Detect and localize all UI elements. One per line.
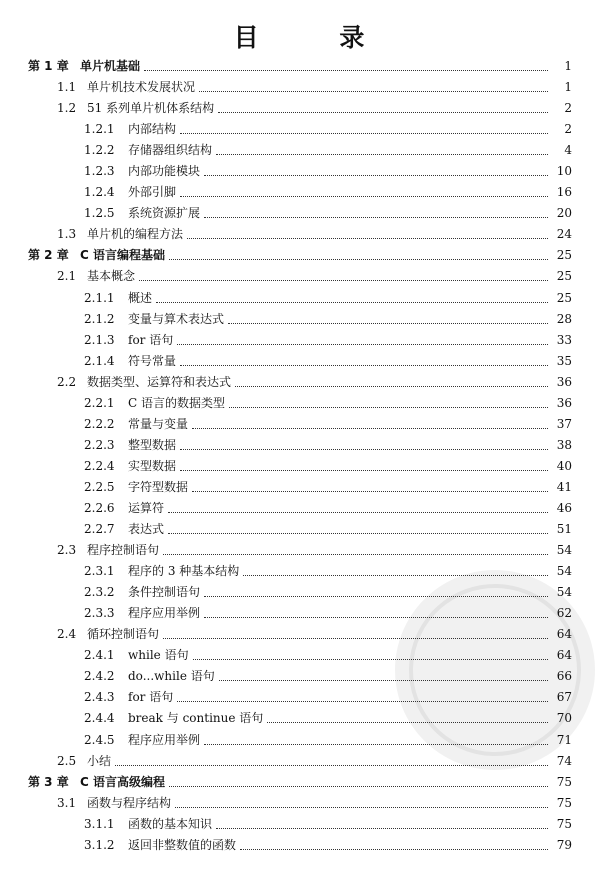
toc-entry <box>0 288 598 309</box>
toc-entry-number: 第 2 章 <box>28 248 69 263</box>
dot-leader <box>187 238 548 239</box>
toc-entry-page: 16 <box>556 185 572 200</box>
toc-entry <box>0 393 598 414</box>
toc-entry-title: 常量与变量 <box>128 416 189 431</box>
toc-entry <box>0 330 598 351</box>
toc-entry-page: 25 <box>556 248 572 263</box>
toc-entry-title: break 与 continue 语句 <box>128 711 264 726</box>
toc-entry <box>0 98 598 119</box>
toc-entry-page: 46 <box>556 500 572 515</box>
toc-entry <box>0 498 598 519</box>
toc-entry-title: 表达式 <box>128 522 165 537</box>
toc-entry-title: 运算符 <box>128 500 165 515</box>
toc-entry <box>0 224 598 245</box>
toc-entry <box>0 477 598 498</box>
toc-entry-page: 10 <box>556 164 572 179</box>
toc-entry <box>0 266 598 287</box>
toc-entry-number: 2.4.4 <box>84 711 115 726</box>
toc-entry-number: 第 1 章 <box>28 59 69 73</box>
toc-entry-title: 基本概念 <box>87 269 136 284</box>
toc-entry-number: 2.2.5 <box>84 479 115 494</box>
toc-entry <box>0 351 598 372</box>
toc-entry-page: 64 <box>556 648 572 663</box>
dot-leader <box>229 407 548 408</box>
toc-entry-number: 1.1 <box>57 80 77 95</box>
toc-entry-title: 单片机基础 <box>80 59 141 73</box>
toc-entry-page: 70 <box>556 711 572 726</box>
toc-entry <box>0 835 598 856</box>
toc-entry-title: 返回非整数值的函数 <box>128 837 237 852</box>
dot-leader <box>180 449 548 450</box>
toc-entry <box>0 645 598 666</box>
toc-entry-title: 内部功能模块 <box>128 164 201 179</box>
dot-leader <box>228 323 548 324</box>
toc-entry-page: 62 <box>556 606 572 621</box>
toc-entry-page: 1 <box>564 80 572 95</box>
dot-leader <box>115 765 548 766</box>
toc-entry-page: 71 <box>556 732 572 747</box>
toc-entry-page: 37 <box>556 416 572 431</box>
toc-entry-number: 2.1.2 <box>84 311 115 326</box>
dot-leader <box>219 680 548 681</box>
toc-entry-title: 符号常量 <box>128 353 177 368</box>
toc-entry <box>0 519 598 540</box>
toc-entry-title: 51 系列单片机体系结构 <box>87 101 215 116</box>
toc-entry-title: 小结 <box>87 753 112 768</box>
dot-leader <box>218 112 548 113</box>
toc-entry-title: do...while 语句 <box>128 669 215 684</box>
toc-entry-number: 2.3.3 <box>84 606 115 621</box>
toc-entry <box>0 793 598 814</box>
toc-entry <box>0 309 598 330</box>
toc-entry <box>0 414 598 435</box>
toc-entry <box>0 456 598 477</box>
dot-leader <box>180 196 548 197</box>
toc-entry-number: 2.1.3 <box>84 332 115 347</box>
dot-leader <box>204 217 548 218</box>
toc-entry <box>0 77 598 98</box>
dot-leader <box>267 722 548 723</box>
toc-entry-title: while 语句 <box>128 648 189 663</box>
toc-entry-page: 41 <box>556 479 572 494</box>
toc-entry-page: 54 <box>556 564 572 579</box>
toc-entry-title: 条件控制语句 <box>128 585 201 600</box>
toc-entry-title: 函数与程序结构 <box>87 795 172 810</box>
dot-leader <box>243 575 548 576</box>
dot-leader <box>144 70 548 71</box>
toc-entry-number: 2.2.3 <box>84 437 115 452</box>
dot-leader <box>163 554 548 555</box>
toc-entry-number: 2.3.1 <box>84 564 115 579</box>
toc-entry <box>0 582 598 603</box>
dot-leader <box>177 701 548 702</box>
toc-entry <box>0 540 598 561</box>
dot-leader <box>192 491 548 492</box>
toc-entry-number: 1.2.1 <box>84 122 115 137</box>
toc-entry-page: 66 <box>556 669 572 684</box>
dot-leader <box>177 344 548 345</box>
toc-entry <box>0 772 598 793</box>
toc-entry-title: 循环控制语句 <box>87 627 160 642</box>
toc-entry-page: 40 <box>556 458 572 473</box>
toc-entry-number: 3.1.1 <box>84 816 115 831</box>
toc-entry-page: 54 <box>556 585 572 600</box>
dot-leader <box>199 91 548 92</box>
toc-entry <box>0 119 598 140</box>
toc-entry-number: 2.2.6 <box>84 500 115 515</box>
dot-leader <box>240 849 548 850</box>
toc-entry <box>0 245 598 266</box>
toc-entry-title: 单片机的编程方法 <box>87 227 184 242</box>
dot-leader <box>163 638 548 639</box>
toc-entry-number: 2.2.2 <box>84 416 115 431</box>
dot-leader <box>168 512 548 513</box>
toc-entry-title: C 语言的数据类型 <box>128 395 225 410</box>
toc-entry <box>0 161 598 182</box>
dot-leader <box>168 533 548 534</box>
dot-leader <box>204 744 548 745</box>
toc-entry-number: 2.4.5 <box>84 732 115 747</box>
toc-entry-number: 3.1 <box>57 795 77 810</box>
toc-entry-page: 75 <box>556 816 572 831</box>
toc-entry-page: 2 <box>564 101 572 116</box>
dot-leader <box>193 659 548 660</box>
toc-entry-title: 内部结构 <box>128 122 177 137</box>
toc-entry-page: 25 <box>556 290 572 305</box>
toc-entry-page: 24 <box>556 227 572 242</box>
table-of-contents <box>0 56 598 856</box>
toc-entry <box>0 687 598 708</box>
dot-leader <box>180 470 548 471</box>
toc-entry-title: 字符型数据 <box>128 479 189 494</box>
toc-entry-page: 28 <box>556 311 572 326</box>
dot-leader <box>180 365 548 366</box>
dot-leader <box>216 154 548 155</box>
toc-entry-title: 程序应用举例 <box>128 606 201 621</box>
page-title: 目 录 <box>233 23 401 52</box>
toc-entry-number: 2.4.1 <box>84 648 115 663</box>
toc-entry-page: 1 <box>564 59 572 73</box>
toc-entry-page: 74 <box>556 753 572 768</box>
dot-leader <box>192 428 548 429</box>
toc-entry <box>0 708 598 729</box>
dot-leader <box>235 386 548 387</box>
dot-leader <box>156 302 548 303</box>
dot-leader <box>175 807 548 808</box>
toc-entry-number: 1.2.2 <box>84 143 115 158</box>
toc-entry-number: 1.2 <box>57 101 77 116</box>
toc-entry-number: 1.2.4 <box>84 185 115 200</box>
toc-entry-number: 2.2.7 <box>84 522 115 537</box>
toc-entry <box>0 814 598 835</box>
toc-entry-page: 20 <box>556 206 572 221</box>
toc-entry-number: 第 3 章 <box>28 774 69 789</box>
toc-entry-title: 函数的基本知识 <box>128 816 213 831</box>
dot-leader <box>180 133 548 134</box>
toc-entry <box>0 666 598 687</box>
toc-entry-title: 程序应用举例 <box>128 732 201 747</box>
toc-entry <box>0 372 598 393</box>
toc-entry-number: 2.3 <box>57 543 77 558</box>
toc-entry-number: 3.1.2 <box>84 837 115 852</box>
toc-entry-title: 系统资源扩展 <box>128 206 201 221</box>
toc-entry <box>0 140 598 161</box>
toc-entry-number: 1.2.3 <box>84 164 115 179</box>
toc-entry-title: 程序的 3 种基本结构 <box>128 564 240 579</box>
toc-entry <box>0 751 598 772</box>
toc-entry-number: 1.3 <box>57 227 77 242</box>
toc-entry-number: 2.4 <box>57 627 77 642</box>
toc-entry-number: 1.2.5 <box>84 206 115 221</box>
dot-leader <box>216 828 548 829</box>
toc-entry-title: 外部引脚 <box>128 185 177 200</box>
toc-entry-title: 变量与算术表达式 <box>128 311 225 326</box>
toc-entry-title: for 语句 <box>128 690 174 705</box>
toc-entry <box>0 730 598 751</box>
toc-entry-number: 2.4.2 <box>84 669 115 684</box>
toc-entry <box>0 435 598 456</box>
toc-entry-number: 2.2.1 <box>84 395 115 410</box>
toc-entry-page: 75 <box>556 795 572 810</box>
toc-entry-page: 54 <box>556 543 572 558</box>
toc-entry-number: 2.5 <box>57 753 77 768</box>
toc-entry-number: 2.2 <box>57 374 77 389</box>
toc-entry-number: 2.2.4 <box>84 458 115 473</box>
toc-entry-page: 4 <box>564 143 572 158</box>
toc-entry-page: 2 <box>564 122 572 137</box>
toc-entry-number: 2.4.3 <box>84 690 115 705</box>
dot-leader <box>204 175 548 176</box>
dot-leader <box>169 259 548 260</box>
toc-entry-title: 程序控制语句 <box>87 543 160 558</box>
toc-entry-title: C 语言编程基础 <box>80 248 165 263</box>
toc-entry-number: 2.1.1 <box>84 290 115 305</box>
dot-leader <box>169 786 548 787</box>
toc-entry-title: for 语句 <box>128 332 174 347</box>
toc-entry-title: 实型数据 <box>128 458 177 473</box>
toc-entry <box>0 624 598 645</box>
toc-entry-number: 2.3.2 <box>84 585 115 600</box>
toc-entry-page: 79 <box>556 837 572 852</box>
dot-leader <box>204 617 548 618</box>
toc-entry-page: 35 <box>556 353 572 368</box>
toc-entry-title: 数据类型、运算符和表达式 <box>87 374 232 389</box>
toc-entry-page: 64 <box>556 627 572 642</box>
toc-entry-title: C 语言高级编程 <box>80 774 165 789</box>
toc-entry-title: 存储器组织结构 <box>128 143 213 158</box>
toc-entry <box>0 182 598 203</box>
toc-entry <box>0 203 598 224</box>
toc-entry-page: 75 <box>556 774 572 789</box>
dot-leader <box>204 596 548 597</box>
toc-entry-page: 38 <box>556 437 572 452</box>
toc-entry-page: 33 <box>556 332 572 347</box>
toc-entry-page: 36 <box>556 395 572 410</box>
toc-entry-number: 2.1 <box>57 269 77 284</box>
toc-entry-page: 36 <box>556 374 572 389</box>
toc-entry <box>0 603 598 624</box>
dot-leader <box>139 280 548 281</box>
toc-entry-number: 2.1.4 <box>84 353 115 368</box>
toc-entry <box>0 561 598 582</box>
toc-entry-page: 67 <box>556 690 572 705</box>
toc-entry-title: 整型数据 <box>128 437 177 452</box>
toc-entry-title: 单片机技术发展状况 <box>87 80 196 95</box>
toc-entry <box>0 56 598 77</box>
toc-entry-page: 51 <box>556 522 572 537</box>
toc-entry-title: 概述 <box>128 290 153 305</box>
toc-entry-page: 25 <box>556 269 572 284</box>
